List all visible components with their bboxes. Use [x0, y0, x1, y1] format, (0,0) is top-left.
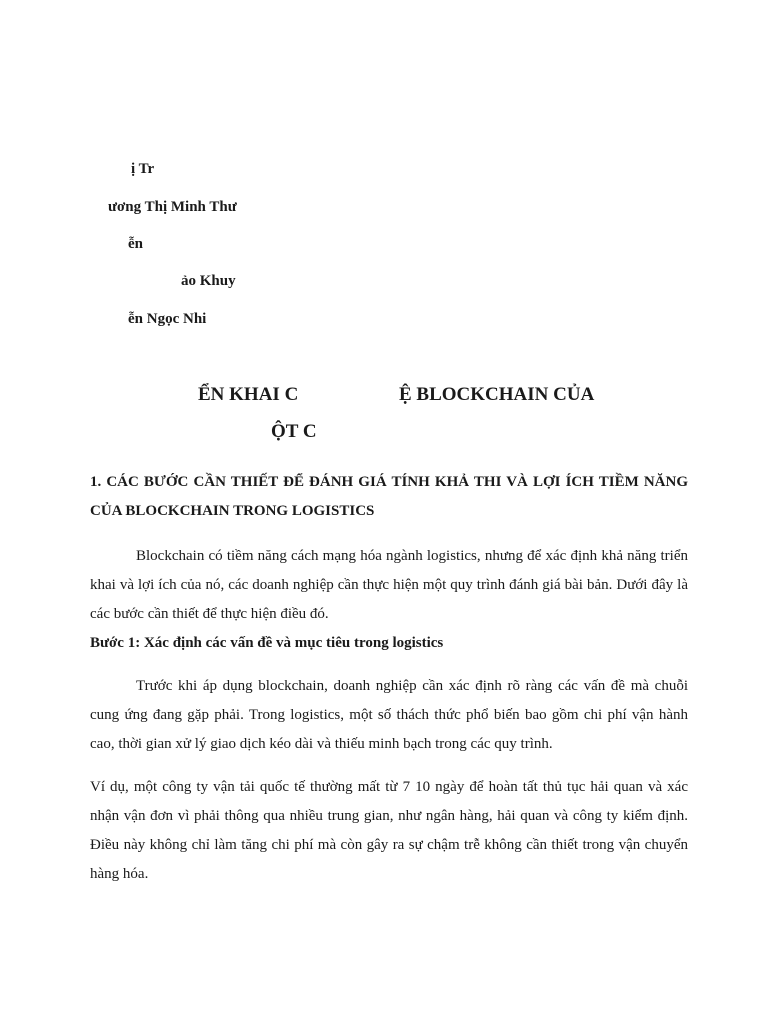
member-name: ương Thị Minh Thư	[108, 199, 237, 215]
section-heading: 1. CÁC BƯỚC CẦN THIẾT ĐỂ ĐÁNH GIÁ TÍNH KHẢ THI VÀ LỢI ÍCH TIỀM NĂNG CỦA BLOCKCHAIN TRONG LOGISTICS	[90, 474, 688, 519]
intro-paragraph: Blockchain có tiềm năng cách mạng hóa ngành logistics, nhưng để xác định khả năng triển khai và lợi ích của nó, các doanh nghiệp cần thực hiện một quy trình đánh giá bài bản. Dưới đây là các bước cần thiết để thực hiện điều đó.	[90, 548, 688, 622]
body-paragraph: Trước khi áp dụng blockchain, doanh nghiệp cần xác định rõ ràng các vấn đề mà chuỗi cung ứng đang gặp phải. Trong logistics, một số thách thức phổ biến bao gồm chi phí vận hành cao, thời gian xử lý giao dịch kéo dài và thiếu minh bạch trong các quy trình.	[90, 678, 688, 752]
body-paragraph: Ví dụ, một công ty vận tải quốc tế thường mất từ 7 10 ngày để hoàn tất thủ tục hải quan và xác nhận vận đơn vì phải thông qua nhiều trung gian, như ngân hàng, hải quan và công ty kiểm định. Điều này không chỉ làm tăng chi phí mà còn gây ra sự chậm trễ không cần thiết trong vận chuyển hàng hóa.	[90, 779, 688, 882]
document-title-part: Ệ BLOCKCHAIN CỦA	[399, 384, 595, 405]
document-title-part: ỘT C	[271, 421, 317, 442]
step-heading: Bước 1: Xác định các vấn đề và mục tiêu trong logistics	[90, 635, 444, 651]
member-name: ị Tr	[131, 161, 155, 177]
member-name: ảo Khuy	[181, 273, 236, 289]
document-title-part: ỂN KHAI C	[198, 384, 299, 405]
member-name: ễn Ngọc Nhi	[128, 311, 207, 327]
member-name: ễn	[128, 236, 143, 252]
document-body	[90, 468, 688, 889]
